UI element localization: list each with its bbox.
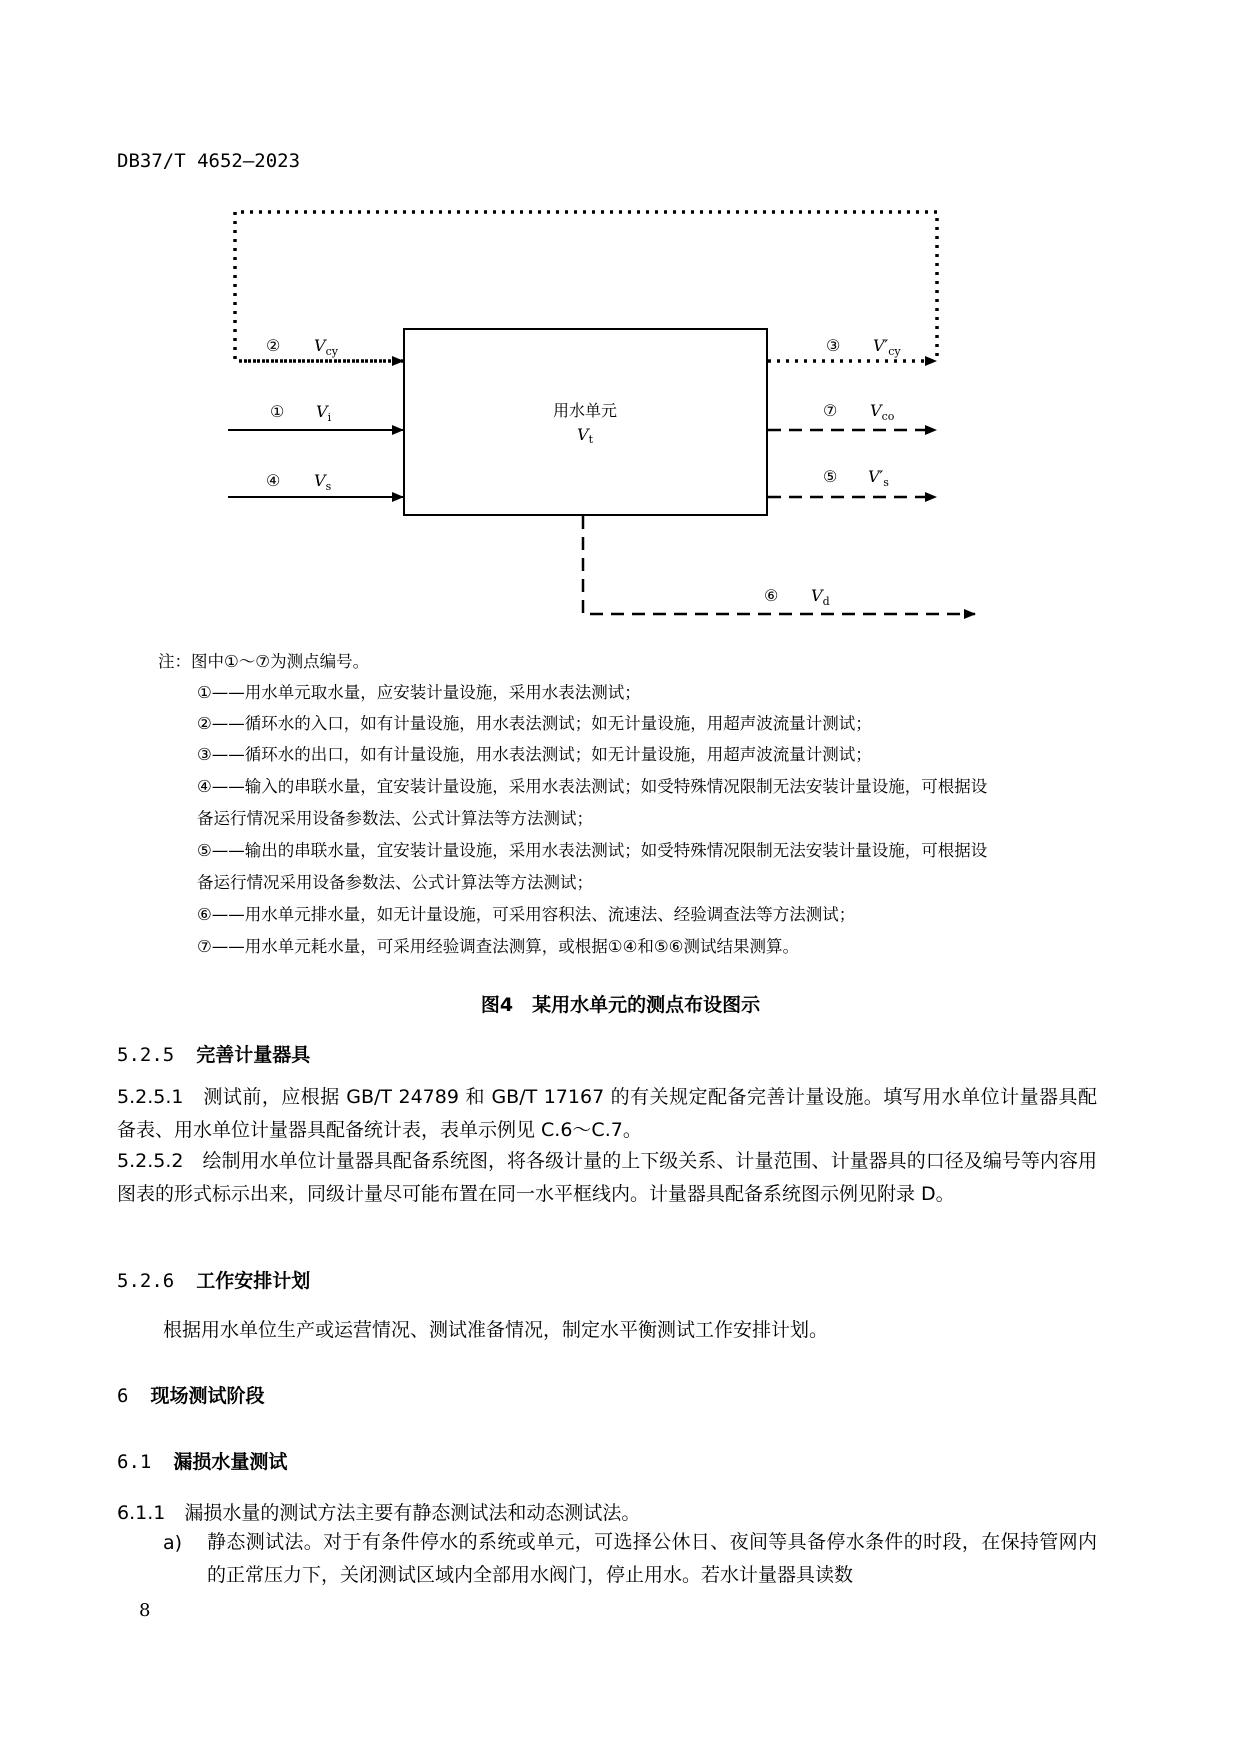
paragraph-5-2-5-1: 5.2.5.1 测试前，应根据 GB/T 24789 和 GB/T 17167 的有关规定配备完善计量设施。填写用水单位计量器具配备表、用水单位计量器具配备统计表，表单示例见 C.6～C.7。 (117, 1086, 1097, 1141)
point-5-label (823, 467, 889, 489)
figure-note-line: ⑤——输出的串联水量，宜安装计量设施，采用水表法测试；如受特殊情况限制无法安装计量设施，可根据设 (197, 841, 988, 860)
svg-text:Vi: $V_i$ (316, 402, 332, 424)
water-unit-box (404, 329, 767, 515)
svg-text:V′s: $V'_s$ (868, 467, 889, 489)
point-1-label (270, 402, 332, 424)
figure-caption: 图4 某用水单元的测点布设图示 (480, 994, 761, 1016)
figure-note-line: ⑦——用水单元耗水量，可采用经验调查法测算，或根据①④和⑤⑥测试结果测算。 (197, 937, 799, 956)
svg-text:Vco: $V_{co}$ (870, 401, 895, 423)
section-5-2-5-heading: 5.2.5 完善计量器具 (117, 1044, 311, 1066)
svg-text:③: ③ (826, 336, 841, 355)
svg-text:④: ④ (266, 471, 281, 490)
paragraph-6-1-1: 6.1.1 漏损水量的测试方法主要有静态测试法和动态测试法。 (117, 1502, 641, 1524)
measurement-point-diagram (0, 0, 1241, 650)
svg-text:①: ① (270, 402, 285, 421)
figure-note-line: ⑥——用水单元排水量，如无计量设施，可采用容积法、流速法、经验调查法等方法测试； (197, 905, 856, 924)
svg-text:⑦: ⑦ (823, 401, 838, 420)
svg-text:Vs: $V_s$ (314, 471, 332, 493)
svg-text:Vcy: $V_{cy}$ (314, 336, 338, 358)
list-item-a-label: a) (163, 1532, 183, 1554)
section-5-2-6-heading: 5.2.6 工作安排计划 (117, 1270, 311, 1292)
svg-text:②: ② (266, 336, 281, 355)
figure-note-line: ③——循环水的出口，如有计量设施，用水表法测试；如无计量设施，用超声波流量计测试； (197, 745, 872, 764)
list-item-a-text: 静态测试法。对于有条件停水的系统或单元，可选择公休日、夜间等具备停水条件的时段，在保持管网内的正常压力下，关闭测试区域内全部用水阀门，停止用水。若水计量器具读数 (207, 1531, 1097, 1586)
point-2-label (266, 336, 339, 358)
page-number: 8 (139, 1600, 151, 1621)
point-4-label (266, 471, 332, 493)
water-unit-variable: Vt (577, 425, 593, 446)
point-6-label (764, 586, 830, 608)
figure-note-line: 备运行情况采用设备参数法、公式计算法等方法测试； (197, 809, 593, 828)
water-unit-label: 用水单元 (552, 401, 618, 420)
paragraph-5-2-5-2: 5.2.5.2 绘制用水单位计量器具配备系统图，将各级计量的上下级关系、计量范围、计量器具的口径及编号等内容用图表的形式标示出来，同级计量尽可能布置在同一水平框线内。计量器具配备系统图示例见附录 D。 (117, 1150, 1097, 1205)
figure-note-line: ④——输入的串联水量，宜安装计量设施，采用水表法测试；如受特殊情况限制无法安装计量设施，可根据设 (197, 777, 988, 796)
discharge-arrow (583, 516, 975, 614)
figure-note-line: 备运行情况采用设备参数法、公式计算法等方法测试； (197, 873, 593, 892)
section-6-1-heading: 6.1 漏损水量测试 (117, 1451, 288, 1473)
svg-text:V′cy: $V'_{cy}$ (873, 336, 901, 358)
section-6-heading: 6 现场测试阶段 (117, 1385, 265, 1407)
point-3-label (826, 336, 901, 358)
figure-note-line: ②——循环水的入口，如有计量设施，用水表法测试；如无计量设施，用超声波流量计测试； (197, 714, 872, 733)
paragraph-5-2-6: 根据用水单位生产或运营情况、测试准备情况，制定水平衡测试工作安排计划。 (163, 1319, 829, 1341)
svg-text:⑥: ⑥ (764, 586, 779, 605)
figure-note-line: ①——用水单元取水量，应安装计量设施，采用水表法测试； (197, 683, 641, 702)
svg-text:Vd: $V_d$ (811, 586, 830, 608)
document-header: DB37/T 4652—2023 (117, 150, 301, 172)
svg-text:⑤: ⑤ (823, 467, 838, 486)
figure-note-intro: 注：图中①～⑦为测点编号。 (158, 652, 370, 671)
point-7-label (823, 401, 895, 423)
